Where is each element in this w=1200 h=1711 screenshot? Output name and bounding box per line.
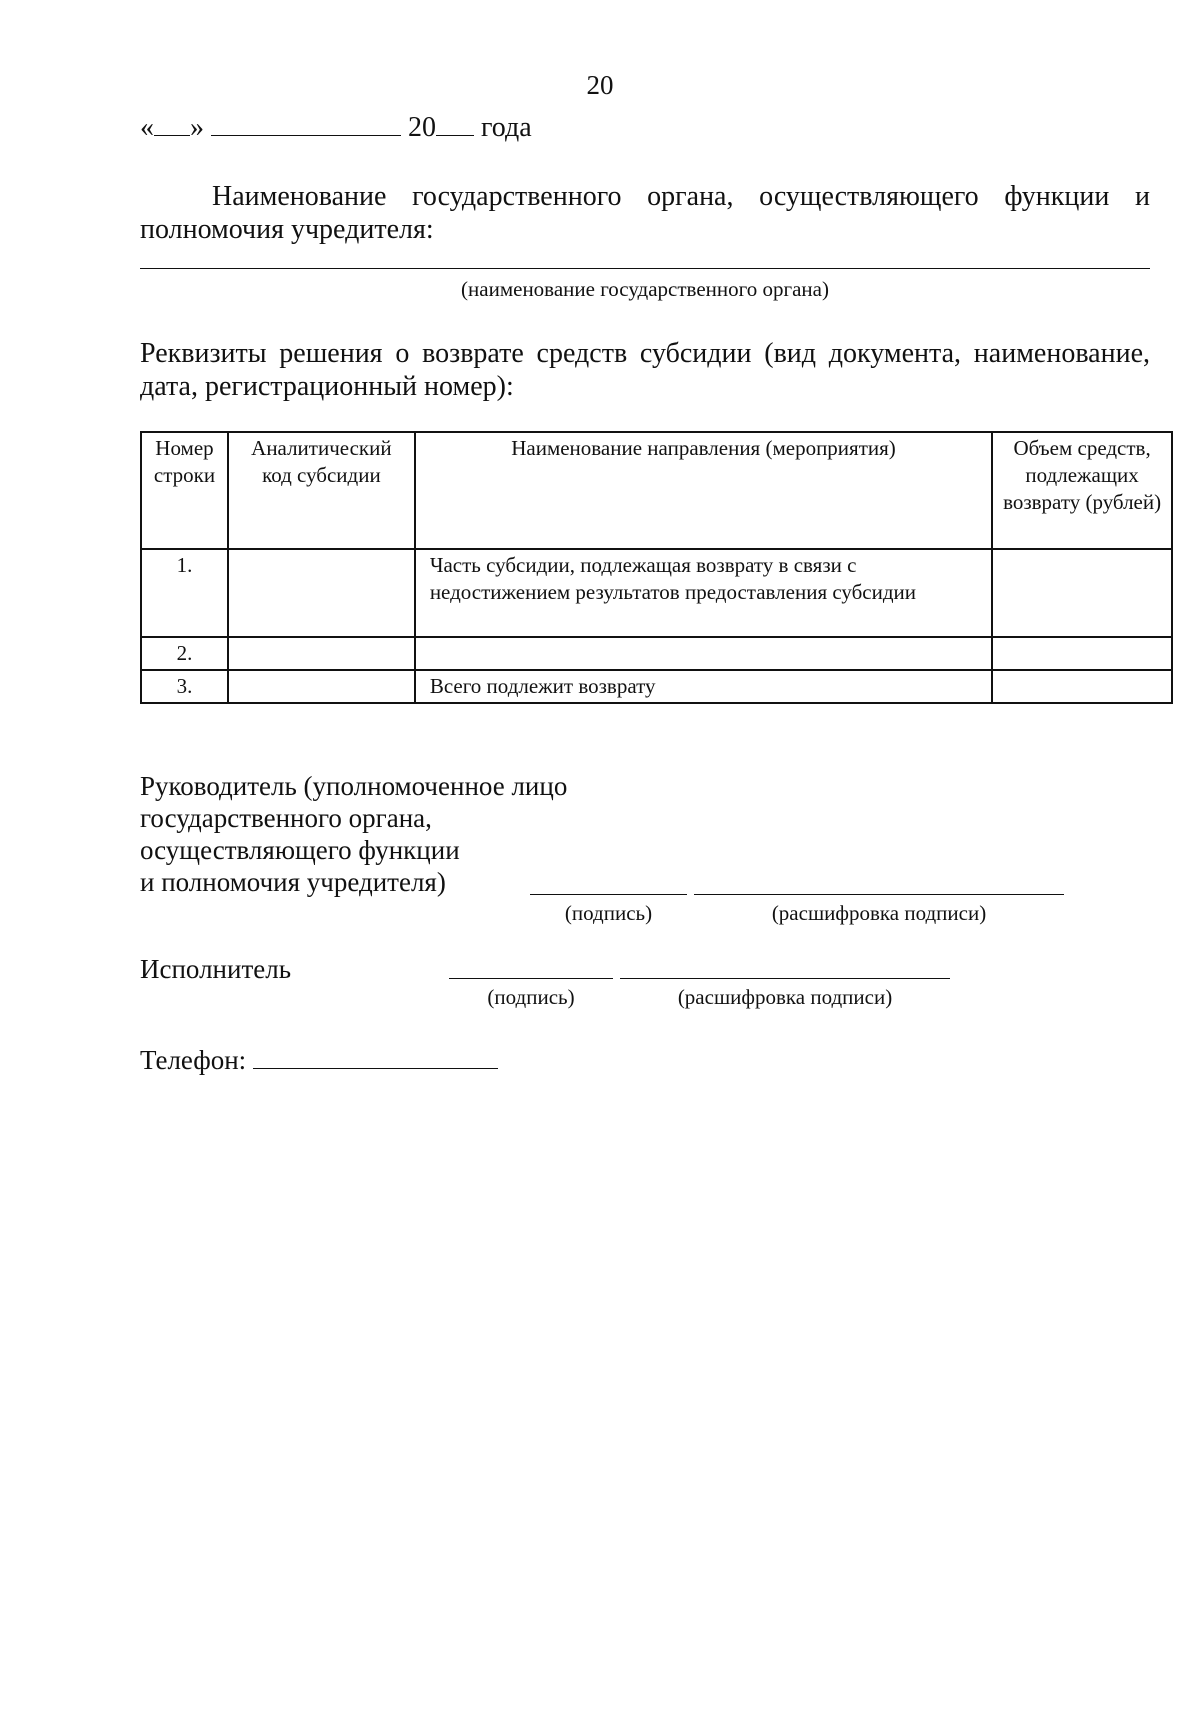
row-number: 2. <box>141 637 228 670</box>
day-blank[interactable] <box>154 134 190 136</box>
direction-name-cell: Всего подлежит возврату <box>415 670 992 703</box>
date-close-quote: » <box>190 112 204 143</box>
month-blank[interactable] <box>211 134 401 136</box>
year-blank[interactable] <box>436 134 474 136</box>
phone-label: Телефон: <box>140 1045 247 1075</box>
header-direction-name: Наименование направления (мероприятия) <box>415 432 992 549</box>
authority-paragraph: Наименование государственного органа, осуществляющего функции и полномочия учредителя: <box>140 181 1150 245</box>
phone-blank[interactable] <box>253 1067 498 1069</box>
row-number: 1. <box>141 549 228 637</box>
executor-signature-caption: (подпись) <box>487 985 575 1009</box>
executor-label: Исполнитель <box>140 954 292 984</box>
page-number: 20 <box>586 70 614 100</box>
analytic-code-cell[interactable] <box>228 670 415 703</box>
amount-cell[interactable] <box>992 637 1172 670</box>
head-signature-line[interactable] <box>530 894 687 895</box>
executor-decoding-line[interactable] <box>620 978 950 979</box>
refund-table <box>140 431 1173 704</box>
authority-name-line[interactable] <box>140 268 1150 269</box>
head-label-line: и полномочия учредителя) <box>140 867 446 897</box>
decision-paragraph: Реквизиты решения о возврате средств субсидии (вид документа, наименование, дата, регистрационный номер): <box>140 338 1150 402</box>
header-analytic-code: Аналитический код субсидии <box>228 432 415 549</box>
table-header-row <box>141 432 1172 549</box>
header-row-number: Номер строки <box>141 432 228 549</box>
year-suffix: года <box>481 112 532 143</box>
head-signature-caption: (подпись) <box>564 901 653 925</box>
header-amount: Объем средств, подлежащих возврату (рублей) <box>992 432 1172 549</box>
head-decoding-line[interactable] <box>694 894 1064 895</box>
head-label-line: осуществляющего функции <box>140 835 460 865</box>
executor-decoding-caption: (расшифровка подписи) <box>677 985 893 1009</box>
direction-name-cell[interactable] <box>415 637 992 670</box>
date-line <box>140 112 532 144</box>
analytic-code-cell[interactable] <box>228 549 415 637</box>
analytic-code-cell[interactable] <box>228 637 415 670</box>
phone-field <box>140 1044 498 1076</box>
table-row <box>141 637 1172 670</box>
date-open-quote: « <box>140 112 154 143</box>
executor-signature-line[interactable] <box>449 978 613 979</box>
head-decoding-caption: (расшифровка подписи) <box>771 901 987 925</box>
row-number: 3. <box>141 670 228 703</box>
amount-cell[interactable] <box>992 549 1172 637</box>
head-label-line: государственного органа, <box>140 803 432 833</box>
table-row <box>141 549 1172 637</box>
amount-cell[interactable] <box>992 670 1172 703</box>
direction-name-cell: Часть субсидии, подлежащая возврату в связи с недостижением результатов предоставления субсидии <box>415 549 992 637</box>
year-prefix: 20 <box>408 112 436 143</box>
authority-name-caption: (наименование государственного органа) <box>461 277 829 301</box>
head-signature-label <box>140 770 567 898</box>
table-row <box>141 670 1172 703</box>
head-label-line: Руководитель (уполномоченное лицо <box>140 771 568 801</box>
